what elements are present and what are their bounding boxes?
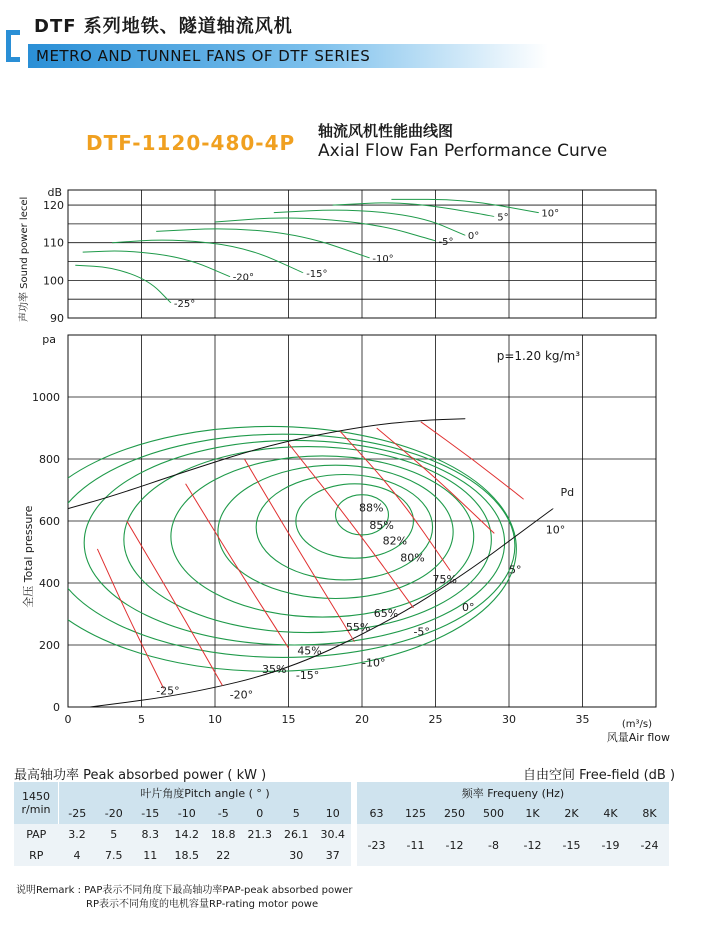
x-tick-label: 5: [138, 713, 145, 726]
sound-series-label: 0°: [467, 231, 480, 243]
x-tick-label: 20: [355, 713, 369, 726]
sound-series-label: -15°: [306, 268, 328, 280]
rp-value: 18.5: [174, 849, 199, 862]
pap-value: 21.3: [247, 828, 272, 841]
x-tick-label: 15: [281, 713, 296, 726]
x-tick-label: 25: [428, 713, 443, 726]
y-tick-label: 110: [43, 236, 64, 250]
pitch-line: [186, 484, 289, 648]
efficiency-label: 85%: [369, 518, 394, 532]
sound-level-value: -8: [488, 838, 499, 852]
sound-series-label: -20°: [232, 272, 255, 284]
sound-level-value: -11: [406, 838, 425, 852]
sound-series-line: [112, 240, 303, 273]
rpm-cell: [14, 782, 59, 824]
rp-value: 11: [143, 849, 158, 862]
sound-series-label: -25°: [173, 298, 196, 310]
rpm-value: 1450: [22, 790, 50, 803]
table-row-pap: [14, 824, 669, 845]
x-unit-label: (m³/s): [621, 719, 652, 730]
pap-value: 5: [110, 828, 118, 841]
free-field-label: 自由空间 Free-field (dB ): [523, 768, 676, 783]
pitch-angle-label: -25°: [156, 684, 180, 698]
pitch-angle-label: -5°: [413, 625, 430, 639]
y-unit-label: dB: [47, 186, 62, 199]
sound-level-value: -24: [640, 838, 659, 852]
frequency-col: 2K: [564, 807, 579, 820]
density-annotation: p=1.20 kg/m³: [496, 348, 581, 363]
frequency-col: 125: [405, 807, 426, 820]
envelope-curve: [68, 419, 465, 509]
efficiency-contour: [22, 426, 516, 671]
rp-value: 7.5: [105, 849, 123, 862]
x-tick-label: 10: [208, 713, 222, 726]
chart-title-en: Axial Flow Fan Performance Curve: [318, 141, 608, 161]
rp-label: RP: [29, 849, 44, 862]
rp-value: 37: [325, 849, 340, 862]
efficiency-label: 65%: [373, 607, 399, 621]
sound-level-value: -15: [562, 838, 581, 852]
pap-label: PAP: [26, 828, 47, 841]
pitch-angle-col: -5: [217, 807, 229, 820]
y-axis-label: 声功率 Sound power lecel: [19, 196, 30, 322]
peak-power-label: 最高轴功率 Peak absorbed power ( kW ): [14, 768, 267, 783]
frequency-col: 500: [483, 807, 504, 820]
table-subheader-row: [14, 803, 669, 824]
frequency-col: 250: [444, 807, 465, 820]
x-tick-label: 35: [575, 713, 590, 726]
pap-value: 14.2: [174, 828, 199, 841]
frequency-col: 1K: [525, 807, 540, 820]
pitch-angle-header: 叶片角度Pitch angle ( ° ): [140, 786, 270, 800]
x-axis-label: 风量Air flow: [606, 731, 670, 744]
pd-curve: [90, 509, 553, 707]
pap-value: 3.2: [68, 828, 86, 841]
chart-title-cn: 轴流风机性能曲线图: [318, 122, 454, 140]
y-tick-label: 200: [39, 639, 60, 652]
pd-label: Pd: [560, 486, 575, 500]
y-tick-label: 100: [43, 274, 64, 288]
frequency-col: 4K: [603, 807, 618, 820]
y-tick-label: 0: [53, 701, 60, 714]
frequency-col: 8K: [642, 807, 657, 820]
performance-chart: [0, 325, 701, 755]
pap-value: 26.1: [284, 828, 309, 841]
sound-level-value: -23: [367, 838, 386, 852]
efficiency-label: 82%: [382, 534, 408, 548]
remark-line-1: 说明Remark : PAP表示不同角度下最高轴功率PAP-peak absorbed power: [16, 885, 353, 896]
pap-value: 30.4: [320, 828, 345, 841]
efficiency-contour: [171, 456, 474, 617]
rp-value: 4: [73, 849, 81, 862]
rp-value: 22: [216, 849, 231, 862]
pitch-angle-col: 0: [256, 807, 264, 820]
pitch-angle-col: -25: [68, 807, 87, 820]
pitch-angle-col: -20: [104, 807, 123, 820]
model-number: DTF-1120-480-4P: [86, 131, 296, 155]
efficiency-contour: [124, 447, 492, 633]
sound-series-label: 10°: [541, 208, 560, 220]
sound-series-label: -10°: [372, 253, 394, 265]
pitch-angle-col: 5: [292, 807, 300, 820]
efficiency-label: 80%: [400, 551, 425, 565]
sound-level-value: -12: [445, 838, 464, 852]
efficiency-contour: [50, 434, 515, 657]
sound-level-value: -12: [523, 838, 542, 852]
pap-value: 18.8: [211, 828, 236, 841]
sound-series-label: -5°: [438, 236, 454, 248]
sound-power-chart: [0, 180, 701, 325]
sound-series-line: [391, 199, 538, 212]
pitch-angle-label: -20°: [229, 688, 254, 702]
y-tick-label: 1000: [32, 391, 60, 404]
pitch-angle-col: -15: [141, 807, 160, 820]
efficiency-label: 88%: [359, 501, 384, 515]
x-tick-label: 30: [502, 713, 516, 726]
efficiency-label: 55%: [345, 621, 371, 635]
pitch-angle-label: 0°: [461, 600, 475, 614]
efficiency-label: 35%: [262, 662, 287, 676]
sound-series-line: [156, 229, 369, 258]
sound-series-line: [274, 210, 465, 235]
pitch-angle-label: -15°: [295, 669, 320, 683]
frequency-header: 频率 Frequeny (Hz): [461, 786, 565, 800]
spec-table: [14, 782, 669, 866]
pitch-angle-label: 10°: [545, 523, 566, 537]
y-tick-label: 600: [39, 515, 60, 528]
remark-line-2: RP表示不同角度的电机容量RP-rating motor powe: [86, 899, 319, 910]
pitch-line: [340, 431, 450, 570]
pitch-angle-col: 10: [325, 807, 340, 820]
page-title-cn: DTF 系列地铁、隧道轴流风机: [34, 16, 293, 37]
y-tick-label: 400: [39, 577, 60, 590]
efficiency-group: [22, 426, 516, 671]
y-tick-label: 90: [50, 312, 64, 325]
pitch-angle-label: -10°: [362, 656, 386, 670]
pitch-line: [244, 459, 354, 642]
pitch-angle-col: -10: [177, 807, 196, 820]
table-header-row: [14, 782, 669, 803]
efficiency-label: 45%: [297, 644, 322, 658]
sound-level-value: -19: [601, 838, 620, 852]
efficiency-label: 75%: [432, 573, 458, 586]
y-unit-label: pa: [42, 333, 56, 346]
y-axis-label: 全压 Total pressure: [22, 505, 35, 608]
rpm-unit: r/min: [21, 803, 51, 816]
header-bracket: [6, 30, 20, 62]
sound-series-label: 5°: [497, 212, 509, 224]
frequency-col: 63: [369, 807, 384, 820]
page-title-en: METRO AND TUNNEL FANS OF DTF SERIES: [36, 47, 371, 65]
rp-value: 30: [289, 849, 304, 862]
sound-series-line: [83, 251, 230, 277]
pap-value: 8.3: [141, 828, 159, 841]
y-tick-label: 800: [39, 453, 60, 466]
sound-series-line: [75, 265, 171, 303]
pitch-angle-label: 5°: [509, 563, 522, 577]
x-tick-label: 0: [64, 713, 72, 726]
y-tick-label: 120: [43, 199, 64, 213]
rp-value: [242, 845, 279, 866]
